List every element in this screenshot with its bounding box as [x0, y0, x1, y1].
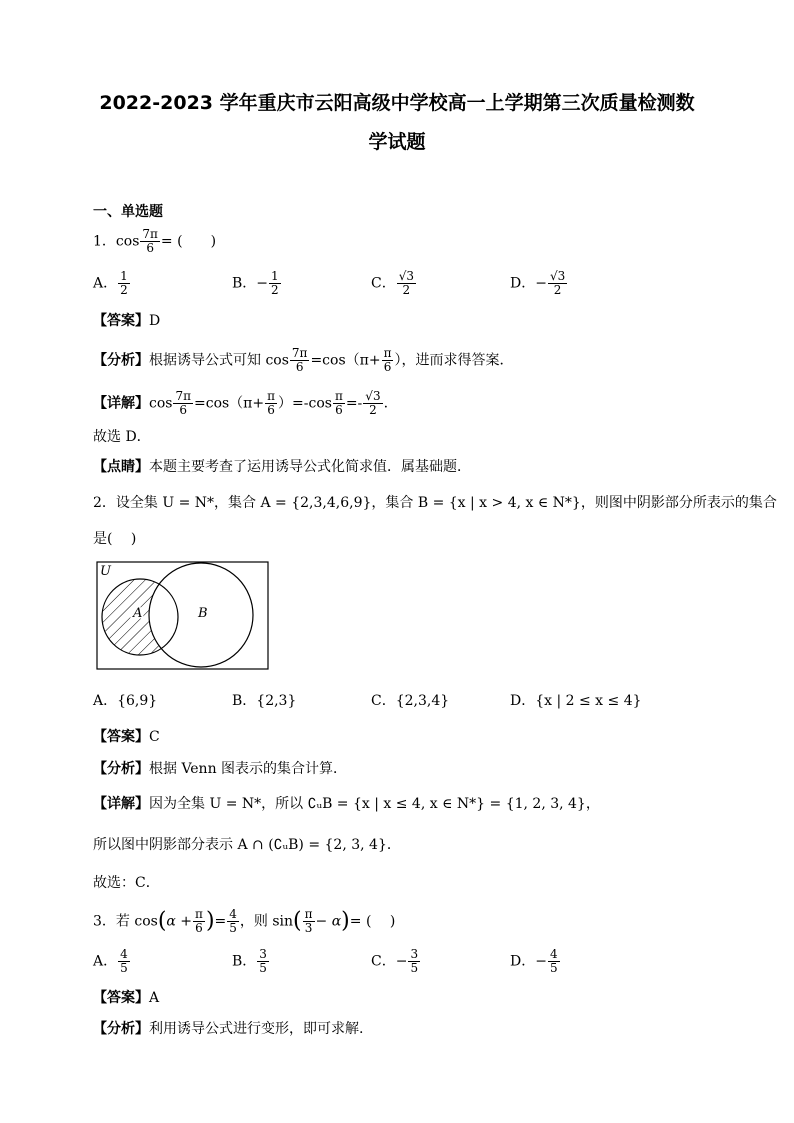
analysis-1: 【分析】根据诱导公式可知 cos $\frac{7\pi}{6}$ =cos（π+ $\frac{\pi}{6}$ ），进而求得答案． [93, 346, 514, 374]
comment-1: 【点睛】本题主要考查了运用诱导公式化简求值．属基础题． [93, 459, 471, 475]
question-number: 1． [93, 233, 116, 250]
option-b: B． $\frac{3}{5}$ [232, 947, 267, 975]
label-b: B [198, 606, 208, 621]
fraction: $\frac{7\pi}{6}$ [142, 227, 158, 255]
shaded-region [96, 561, 270, 671]
option-a: A． $\frac{1}{2}$ [93, 269, 128, 297]
answer-2: 【答案】C [93, 729, 160, 745]
choose-2: 故选：C． [93, 875, 160, 891]
analysis-3: 【分析】利用诱导公式进行变形，即可求解. [93, 1021, 364, 1037]
option-d: D．{x | 2 ≤ x ≤ 4} [510, 693, 642, 709]
document-title-line2: 学试题 [368, 131, 426, 153]
venn-diagram [96, 561, 270, 671]
option-c: C．{2,3,4} [371, 693, 450, 709]
option-c: C． $\frac{√3}{2}$ [371, 269, 414, 297]
detail-2-cont: 所以图中阴影部分表示 A ∩ (∁ᵤB) = {2, 3, 4}． [93, 837, 401, 853]
option-a: A． $\frac{4}{5}$ [93, 947, 128, 975]
choose-1: 故选 D． [93, 429, 151, 445]
option-b: B．− $\frac{1}{2}$ [232, 269, 279, 297]
document-title-line1: 2022-2023 学年重庆市云阳高级中学校高一上学期第三次质量检测数 [99, 92, 695, 114]
section-heading: 一、单选题 [93, 204, 163, 220]
answer-3: 【答案】A [93, 990, 160, 1006]
question-2-stem: 2．设全集 U = N*，集合 A = {2,3,4,6,9}，集合 B = {x | x > 4, x ∈ N*}，则图中阴影部分所表示的集合 [93, 495, 777, 511]
label-u: U [100, 564, 111, 579]
option-c: C．− $\frac{3}{5}$ [371, 947, 419, 975]
detail-2: 【详解】因为全集 U = N*，所以 ∁ᵤB = {x | x ≤ 4, x ∈ N*} = {1, 2, 3, 4}， [93, 796, 600, 812]
analysis-2: 【分析】根据 Venn 图表示的集合计算． [93, 761, 348, 777]
question-1-stem: 1．cos $\frac{7\pi}{6}$ = ( ) [93, 227, 217, 255]
option-d: D．− $\frac{4}{5}$ [510, 947, 558, 975]
option-a: A．{6,9} [93, 693, 158, 709]
label-a: A [133, 606, 143, 621]
question-3-stem: 3．若 cos(α + $\frac{\pi}{6}$ )= $\frac{4}{5}$ ，则 sin( $\frac{\pi}{3}$ − α)= ( ) [93, 907, 396, 935]
option-b: B．{2,3} [232, 693, 297, 709]
option-d: D．− $\frac{√3}{2}$ [510, 269, 566, 297]
question-2-stem-cont: 是( ) [93, 531, 137, 547]
detail-1: 【详解】cos $\frac{7\pi}{6}$ =cos（π+ $\frac{\pi}{6}$ ）=-cos $\frac{\pi}{6}$ =- $\frac{√3}{2}$ . [93, 389, 389, 417]
answer-1: 【答案】D [93, 313, 161, 329]
